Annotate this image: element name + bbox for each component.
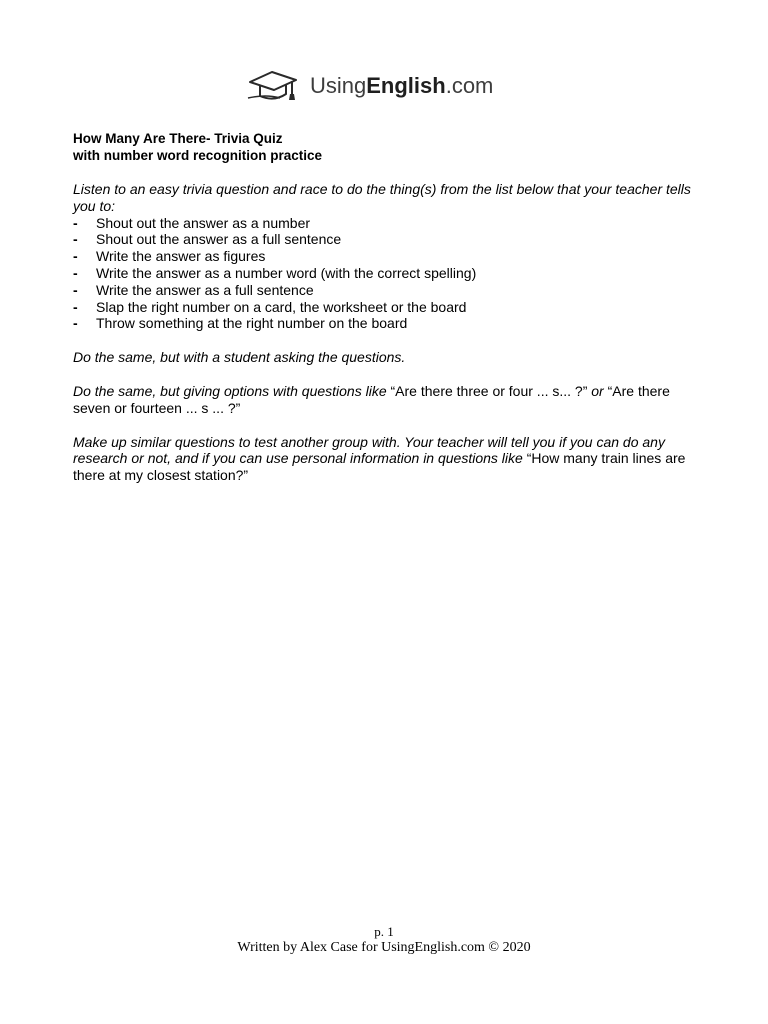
list-item xyxy=(73,299,698,316)
site-name-suffix: .com xyxy=(445,73,494,98)
list-item xyxy=(73,282,698,299)
options-mid: or xyxy=(587,382,608,399)
bullet-dash: - xyxy=(73,214,78,231)
make-up-quote: “How many train lines are there at my closest station?” xyxy=(73,450,686,484)
task-text: Write the answer as a number word (with the correct spelling) xyxy=(96,264,477,281)
page-number: p. 1 xyxy=(374,924,394,939)
graduation-cap-icon xyxy=(246,68,300,104)
bullet-dash: - xyxy=(73,231,78,248)
site-logo xyxy=(246,68,493,104)
site-name-bold: English xyxy=(366,73,446,98)
options-question-2: “Are there seven or fourteen ... s ... ?” xyxy=(73,382,670,416)
student-text: Do the same, but with a student asking the questions. xyxy=(73,349,406,366)
site-name xyxy=(310,75,493,97)
intro-paragraph xyxy=(73,181,698,215)
options-lead: Do the same, but giving options with questions like xyxy=(73,382,391,399)
bullet-dash: - xyxy=(73,264,78,281)
bullet-dash: - xyxy=(73,315,78,332)
task-text: Shout out the answer as a number xyxy=(96,214,311,231)
task-text: Write the answer as figures xyxy=(96,248,266,265)
bullet-dash: - xyxy=(73,248,78,265)
make-up-paragraph xyxy=(73,434,698,484)
intro-text: Listen to an easy trivia question and race to do the thing(s) from the list below that your teacher tells you to: xyxy=(73,181,691,214)
bullet-dash: - xyxy=(73,298,78,315)
list-item xyxy=(73,315,698,332)
footer-credit: Written by Alex Case for UsingEnglish.com © 2020 xyxy=(237,940,531,955)
worksheet-subtitle: with number word recognition practice xyxy=(73,148,323,163)
list-item xyxy=(73,265,698,282)
task-text: Slap the right number on a card, the worksheet or the board xyxy=(96,298,467,315)
list-item xyxy=(73,215,698,232)
options-question-1: “Are there three or four ... s... ?” xyxy=(390,382,588,399)
task-text: Shout out the answer as a full sentence xyxy=(96,231,342,248)
site-name-prefix: Using xyxy=(310,73,367,98)
student-paragraph xyxy=(73,349,698,366)
options-paragraph xyxy=(73,383,698,417)
task-text: Write the answer as a full sentence xyxy=(96,281,314,298)
bullet-dash: - xyxy=(73,281,78,298)
list-item xyxy=(73,248,698,265)
task-list xyxy=(73,215,698,333)
list-item xyxy=(73,231,698,248)
worksheet-body xyxy=(73,130,698,484)
worksheet-title: How Many Are There- Trivia Quiz xyxy=(73,131,283,146)
make-up-lead: Make up similar questions to test another group with. Your teacher will tell you if you can do any research or not, and if you can use personal information in questions like xyxy=(73,433,665,467)
task-text: Throw something at the right number on the board xyxy=(96,315,408,332)
